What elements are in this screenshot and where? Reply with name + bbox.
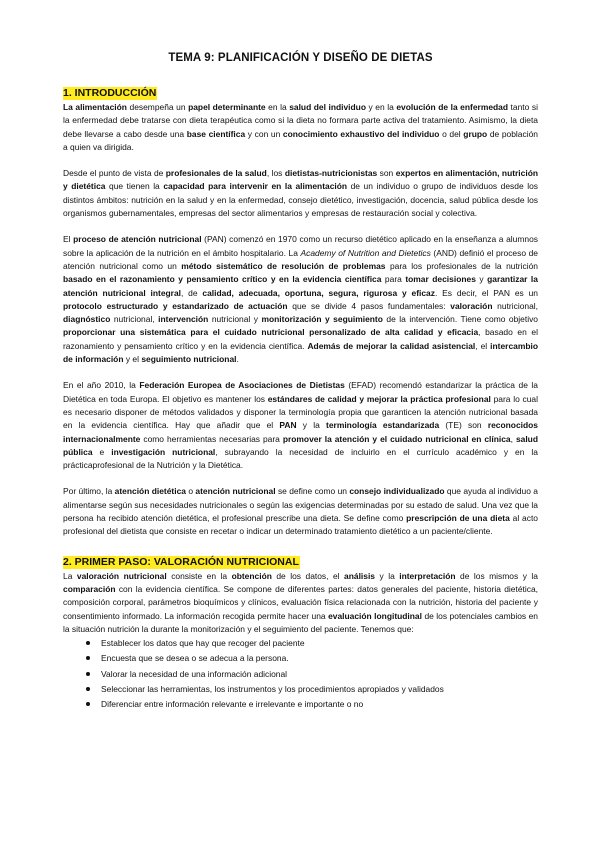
list-item: Establecer los datos que hay que recoger del paciente — [101, 636, 538, 651]
bold-text: valoración — [450, 300, 493, 311]
bold-text: análisis — [344, 570, 375, 581]
bold-text: prescripción de una dieta — [406, 513, 510, 524]
bold-text: salud pública — [63, 433, 538, 457]
bold-text: conocimiento exhaustivo del individuo — [282, 128, 440, 139]
bold-text: salud del individuo — [289, 102, 366, 112]
bold-text: monitorización y seguimiento — [261, 314, 383, 325]
paragraph: Desde el punto de vista de profesionales de la salud, los dietistas-nutricionistas son expertos en alimentación, nutrición y dietética que tienen la capacidad para intervenir en la alimentación de un individuo o grupo de individuos desde los distintos ámbitos: nutrición en la salud y en la enfermedad, consejo dietético, investigación, docencia, salud pública desde los organismos gubernamentales, empresas del sector alimentarios y empresas de restauración social y colectiva. — [63, 168, 539, 219]
section-valoracion-nutricional — [63, 552, 538, 713]
bold-text: diagnóstico — [63, 314, 111, 325]
bold-text: terminología estandarizada — [326, 420, 440, 431]
bold-text: profesionales de la salud — [165, 168, 267, 179]
bold-text: estándares de calidad y mejorar la práctica profesional — [267, 393, 491, 404]
bold-text: seguimiento nutricional — [141, 354, 237, 365]
bold-text: base científica — [186, 128, 246, 139]
section-introduccion — [63, 83, 538, 539]
document-title: TEMA 9: PLANIFICACIÓN Y DISEÑO DE DIETAS — [168, 52, 433, 64]
bold-text: papel determinante — [188, 102, 266, 112]
paragraph: La valoración nutricional consiste en la obtención de los datos, el análisis y la interpretación de los mismos y la comparación con la evidencia científica. Se compone de diferentes partes: datos generales del paciente, historia dietética, composición corporal, parámetros bioquímicos y clínicos, evaluación física relacionada con la nutrición, historia del paciente y consentimiento informado. La información recogida permite hacer una evaluación longitudinal de los potenciales cambios en la situación nutrición la durante la monitorización y el seguimiento del paciente. Tenemos que: — [63, 570, 538, 634]
list-item: Valorar la necesidad de una información adicional — [101, 667, 538, 682]
bold-text: método sistemático de resolución de problemas — [181, 260, 386, 271]
bold-text: obtención — [231, 570, 272, 581]
bold-text: valoración nutricional — [76, 570, 167, 581]
bold-text: tomar decisiones — [405, 274, 476, 285]
italic-text: Academy of Nutrition and Dietetics — [300, 247, 431, 258]
section-heading: 1. INTRODUCCIÓN — [63, 87, 157, 99]
bold-text: basado en el razonamiento y pensamiento crítico y en la evidencia científica — [63, 274, 382, 285]
paragraph: En el año 2010, la Federación Europea de Asociaciones de Dietistas (EFAD) recomendó estandarizar la práctica de la Dietética en toda Europa. El objetivo es mantener los estándares de calidad y mejorar la práctica profesional para lo cual es necesario disponer de métodos validados y disponer la terminología propia que garanticen la atención nutricional basada en la evidencia científica. Hay que añadir que el PAN y la terminología estandarizada (TE) son reconocidos internacionalmente como herramientas necesarias para promover la atención y el cuidado nutricional en clínica, salud pública e investigación nutricional, subrayando la necesidad de incluirlo en el currículo académico y en la prácticaprofesional de la Nutrición y la Dietética. — [63, 380, 538, 471]
paragraph: El proceso de atención nutricional (PAN) comenzó en 1970 como un recurso dietético aplicado en la enseñanza a alumnos sobre la aplicación de la nutrición en el ámbito hospitalario. La Academy of Nutrition and Dietetics (AND) definió el proceso de atención nutricional como un método sistemático de resolución de problemas para los profesionales de la nutrición basado en el razonamiento y pensamiento crítico y en la evidencia científica para tomar decisiones y garantizar la atención nutricional integral, de calidad, adecuada, oportuna, segura, rigurosa y eficaz. Es decir, el PAN es un protocolo estructurado y estandarizado de actuación que se divide 4 pasos fundamentales: valoración nutricional, diagnóstico nutricional, intervención nutricional y monitorización y seguimiento de la intervención. Tiene como objetivo proporcionar una sistemática para el cuidado nutricional personalizado de alta calidad y eficacia, basado en el razonamiento y pensamiento crítico y en la evidencia científica. Además de mejorar la calidad asistencial, el intercambio de información y el seguimiento nutricional. — [63, 234, 539, 365]
bold-text: protocolo estructurado y estandarizado de actuación — [63, 300, 288, 311]
bold-text: intercambio de información — [63, 340, 538, 365]
bold-text: PAN — [279, 420, 297, 431]
bold-text: intervención — [158, 314, 209, 325]
list-item: Seleccionar las herramientas, los instrumentos y los procedimientos apropiados y validados — [101, 682, 538, 697]
bold-text: calidad, adecuada, oportuna, segura, rigurosa y eficaz — [202, 287, 435, 298]
bold-text: La alimentación — [63, 102, 127, 112]
bold-text: evaluación longitudinal — [328, 610, 422, 621]
bold-text: dietistas-nutricionistas — [284, 168, 378, 179]
bold-text: grupo — [463, 128, 488, 139]
section-heading: 2. PRIMER PASO: VALORACIÓN NUTRICIONAL — [63, 555, 299, 568]
bold-text: atención dietética — [114, 486, 186, 497]
bold-text: consejo individualizado — [349, 486, 445, 497]
bold-text: expertos en alimentación, nutrición y dietética — [63, 168, 539, 192]
bold-text: Además de mejorar la calidad asistencial — [307, 340, 476, 351]
paragraph: La alimentación desempeña un papel determinante en la salud del individuo y en la evolución de la enfermedad tanto si la enfermedad debe tratarse con dieta terapéutica como si la dieta no formara parte activa del tratamiento. Asimismo, la dieta debe llevarse a cabo desde una base científica y con un conocimiento exhaustivo del individuo o del grupo de población a quien va dirigida. — [63, 102, 538, 152]
list-item: Diferenciar entre información relevante e irrelevante e importante o no — [101, 697, 538, 712]
bold-text: comparación — [63, 583, 116, 594]
bold-text: promover la atención y el cuidado nutricional en clínica — [282, 433, 511, 444]
bold-text: investigación nutricional — [111, 446, 216, 457]
bold-text: evolución de la enfermedad — [396, 102, 509, 112]
bold-text: garantizar la atención nutricional integral — [63, 274, 538, 298]
bold-text: proporcionar una sistemática para el cuidado nutricional personalizado de alta calidad y eficacia — [63, 327, 479, 338]
bold-text: capacidad para intervenir en la alimentación — [163, 181, 348, 192]
list-item: Encuesta que se desea o se adecua a la persona. — [101, 651, 538, 666]
paragraph: Por último, la atención dietética o atención nutricional se define como un consejo individualizado que ayuda al individuo a alimentarse según sus necesidades nutricionales o según las exigencias determinadas por su estado de salud. Una vez que la persona ha recibido atención dietética, el profesional prescribe una dieta. Se define como prescripción de una dieta al acto profesional del dietista que consiste en recetar o indicar un determinado tratamiento dietético a un paciente/cliente. — [63, 486, 538, 537]
bold-text: proceso de atención nutricional — [73, 234, 202, 245]
bullet-list — [63, 636, 538, 712]
bold-text: Federación Europea de Asociaciones de Dietistas — [139, 380, 345, 391]
bold-text: reconocidos internacionalmente — [63, 420, 538, 444]
bold-text: atención nutricional — [195, 486, 276, 497]
bold-text: interpretación — [399, 570, 456, 581]
